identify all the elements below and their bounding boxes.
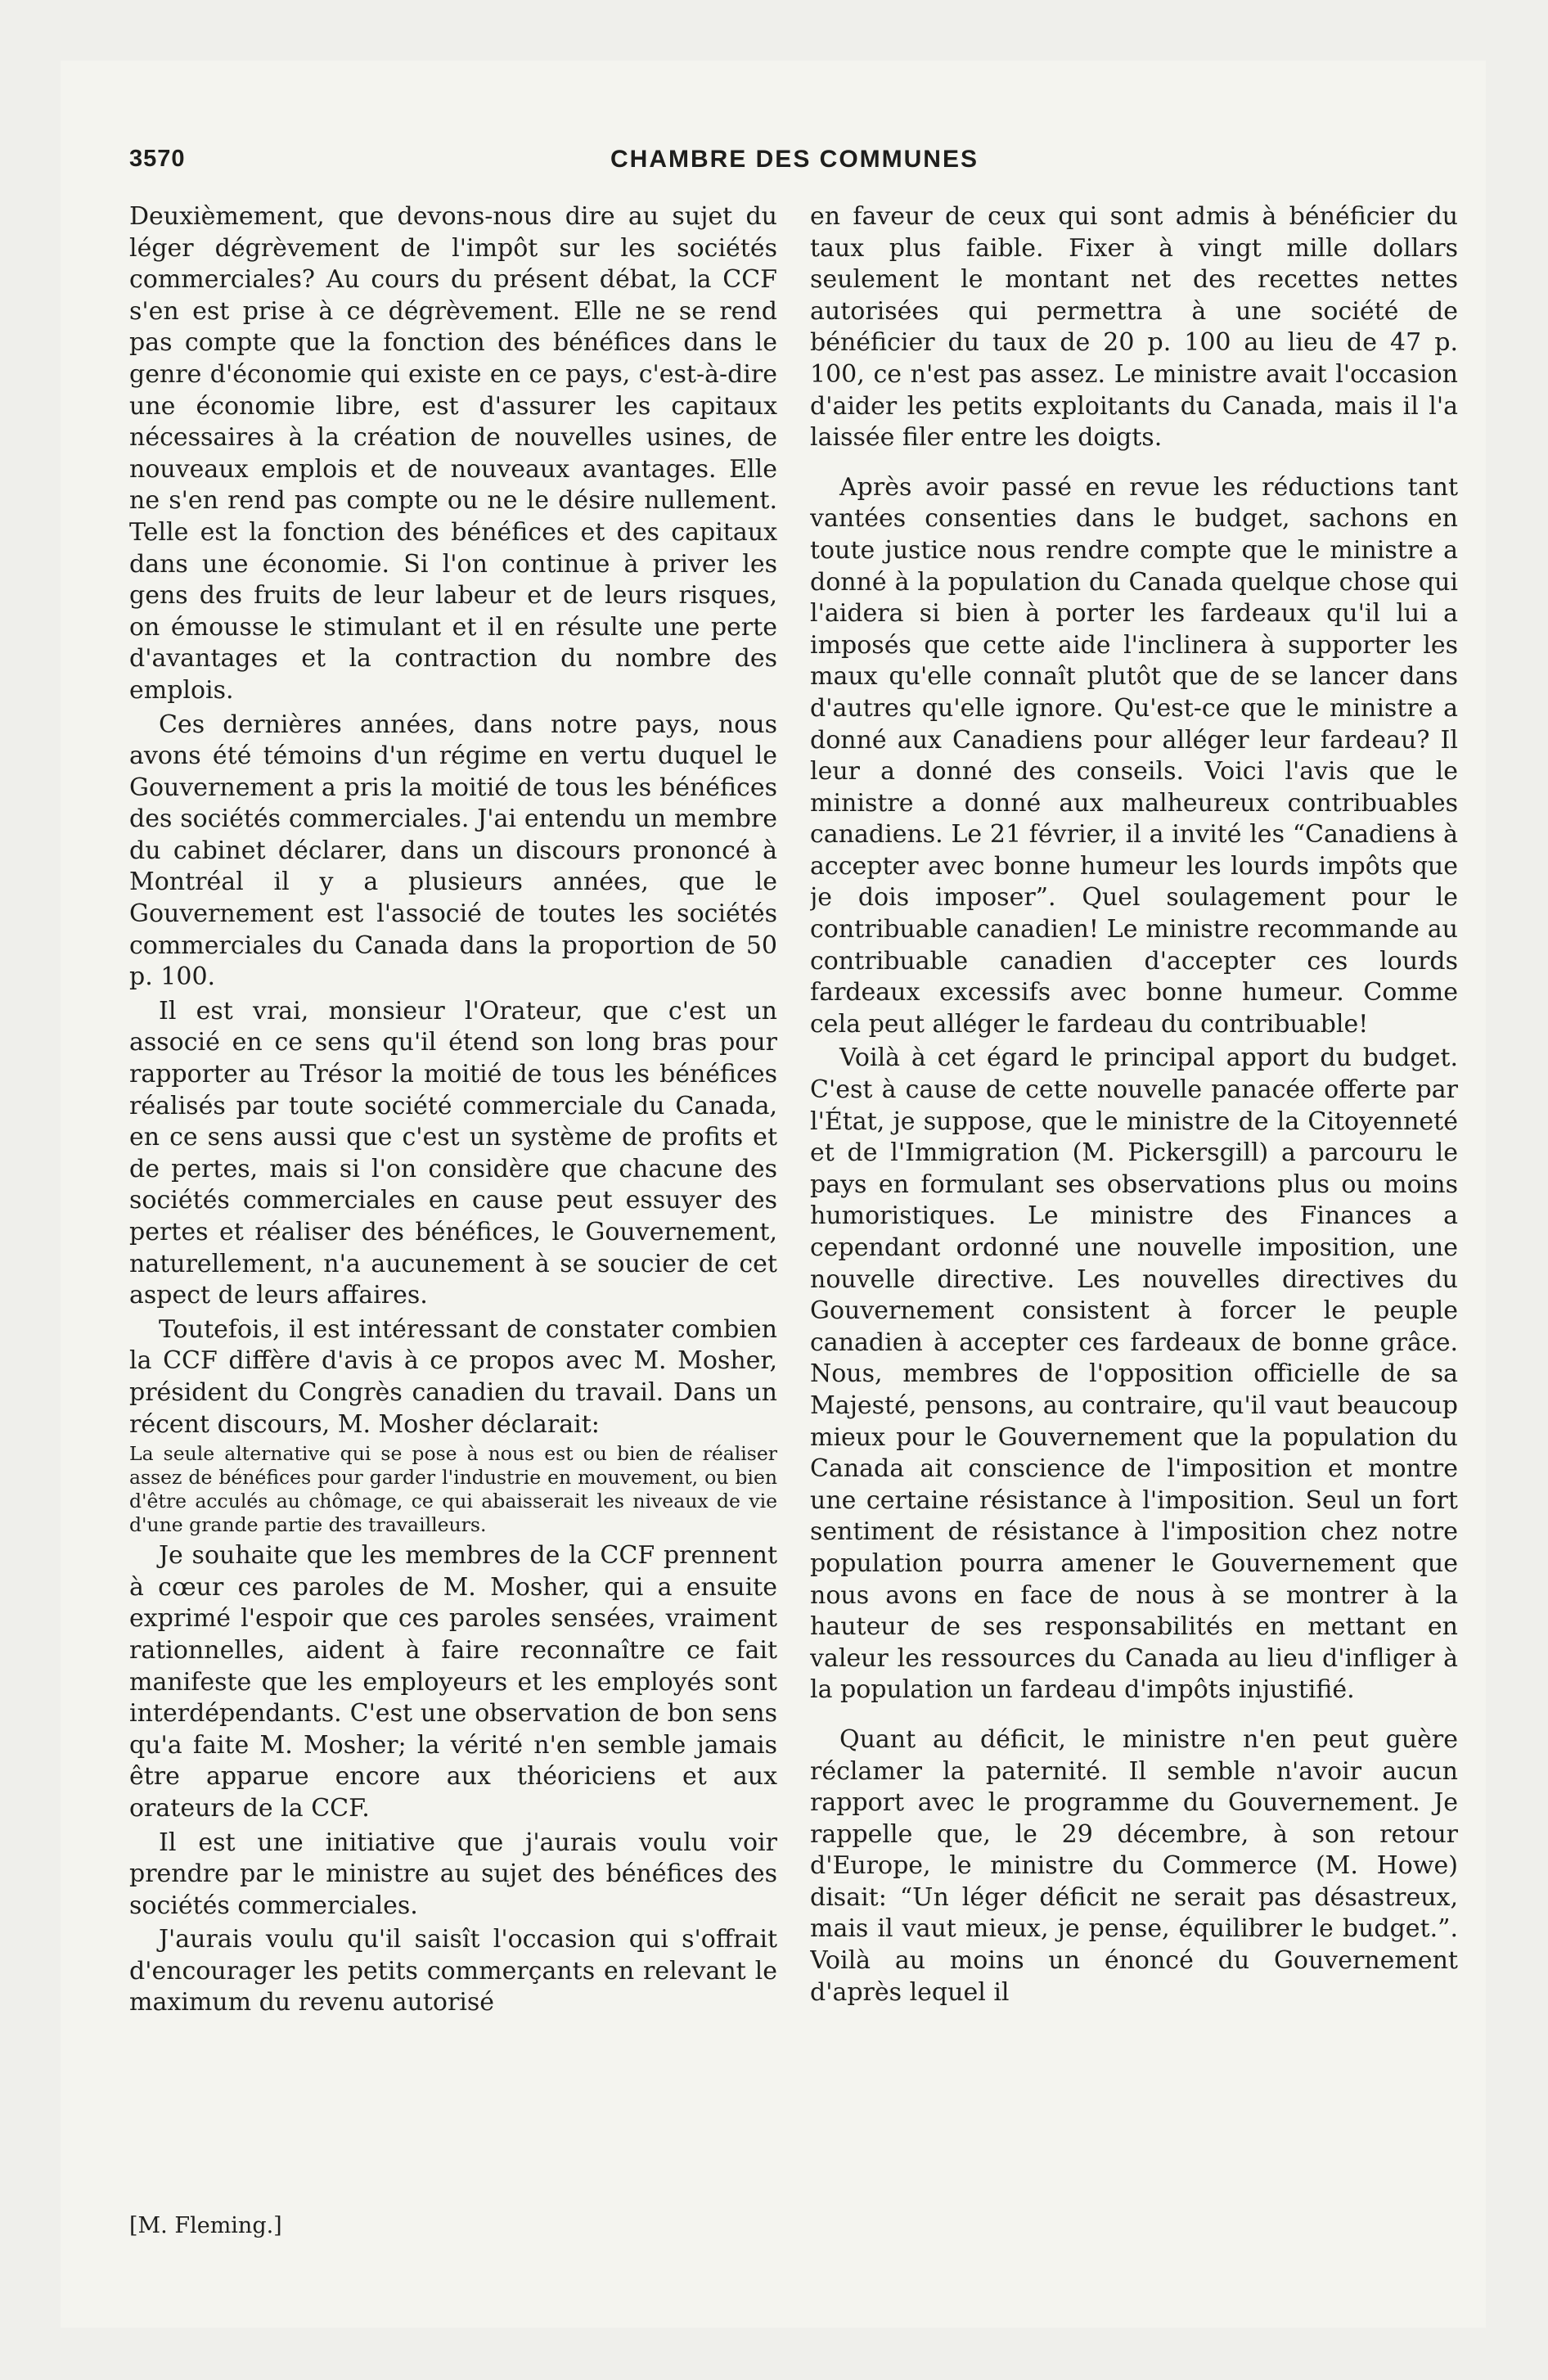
paragraph: Quant au déficit, le ministre n'en peut guère réclamer la paternité. Il semble n'avoir aucun rapport avec le programme du Gouvernement. Je rappelle que, le 29 décembre, à son retour d'Europe, le ministre du Commerce (M. Howe) disait: “Un léger déficit ne serait pas désastreux, mais il vaut mieux, je pense, équilibrer le budget.”. Voilà au moins un énoncé du Gouvernement d'après lequel il [810, 1724, 1458, 2007]
left-column [129, 201, 777, 2198]
speaker-reference: [M. Fleming.] [129, 2213, 282, 2238]
paragraph: Je souhaite que les membres de la CCF prennent à cœur ces paroles de M. Mosher, qui a ensuite exprimé l'espoir que ces paroles sensées, vraiment rationnelles, aident à faire reconnaître ce fait manifeste que les employeurs et les employés sont interdépendants. C'est une observation de bon sens qu'a faite M. Mosher; la vérité n'en semble jamais être apparue encore aux théoriciens et aux orateurs de la CCF. [129, 1541, 777, 1823]
paragraph: J'aurais voulu qu'il saisît l'occasion qui s'offrait d'encourager les petits commerçants en relevant le maximum du revenu autorisé [129, 1925, 777, 2017]
right-column [810, 201, 1458, 2198]
paragraph: en faveur de ceux qui sont admis à bénéficier du taux plus faible. Fixer à vingt mille dollars seulement le montant net des recettes nettes autorisées qui permettra à une société de bénéficier du taux de 20 p. 100 au lieu de 47 p. 100, ce n'est pas assez. Le ministre avait l'occasion d'aider les petits exploitants du Canada, mais il l'a laissée filer entre les doigts. [810, 202, 1458, 453]
block-quote: La seule alternative qui se pose à nous est ou bien de réaliser assez de bénéfices pour garder l'industrie en mouvement, ou bien d'être acculés au chômage, ce qui abaisserait les niveaux de vie d'une grande partie des travailleurs. [129, 1442, 777, 1537]
page-number: 3570 [129, 146, 186, 172]
running-head: CHAMBRE DES COMMUNES [610, 146, 979, 173]
paragraph: Il est une initiative que j'aurais voulu voir prendre par le ministre au sujet des bénéfices des sociétés commerciales. [129, 1828, 777, 1920]
paragraph: Ces dernières années, dans notre pays, nous avons été témoins d'un régime en vertu duquel le Gouvernement a pris la moitié de tous les bénéfices des sociétés commerciales. J'ai entendu un membre du cabinet déclarer, dans un discours prononcé à Montréal il y a plusieurs années, que le Gouvernement est l'associé de toutes les sociétés commerciales du Canada dans la proportion de 50 p. 100. [129, 710, 777, 992]
paragraph: Il est vrai, monsieur l'Orateur, que c'est un associé en ce sens qu'il étend son long bras pour rapporter au Trésor la moitié de tous les bénéfices réalisés par toute société commerciale du Canada, en ce sens aussi que c'est un système de profits et de pertes, mais si l'on considère que chacune des sociétés commerciales en cause peut essuyer des pertes et réaliser des bénéfices, le Gouvernement, naturellement, n'a aucunement à se soucier de cet aspect de leurs affaires. [129, 996, 777, 1310]
paragraph: Après avoir passé en revue les réductions tant vantées consenties dans le budget, sachons en toute justice nous rendre compte que le ministre a donné à la population du Canada quelque chose qui l'aidera si bien à porter les fardeaux qu'il lui a imposés que cette aide l'inclinera à supporter les maux qu'elle connaît plutôt que de se lancer dans d'autres qu'elle ignore. Qu'est-ce que le ministre a donné aux Canadiens pour alléger leur fardeau? Il leur a donné des conseils. Voici l'avis que le ministre a donné aux malheureux contribuables canadiens. Le 21 février, il a invité les “Canadiens à accepter avec bonne humeur les lourds impôts que je dois imposer”. Quel soulagement pour le contribuable canadien! Le ministre recommande au contribuable canadien d'accepter ces lourds fardeaux excessifs avec bonne humeur. Comme cela peut alléger le fardeau du contribuable! [810, 472, 1458, 1039]
page-header [129, 146, 1460, 187]
paragraph: Deuxièmement, que devons-nous dire au sujet du léger dégrèvement de l'impôt sur les sociétés commerciales? Au cours du présent débat, la CCF s'en est prise à ce dégrèvement. Elle ne se rend pas compte que la fonction des bénéfices dans le genre d'économie qui existe en ce pays, c'est-à-dire une économie libre, est d'assurer les capitaux nécessaires à la création de nouvelles usines, de nouveaux emplois et de nouveaux avantages. Elle ne s'en rend pas compte ou ne le désire nullement. Telle est la fonction des bénéfices et des capitaux dans une économie. Si l'on continue à priver les gens des fruits de leur labeur et de leurs risques, on émousse le stimulant et il en résulte une perte d'avantages et la contraction du nombre des emplois. [129, 202, 777, 705]
paragraph: Toutefois, il est intéressant de constater combien la CCF diffère d'avis à ce propos avec M. Mosher, président du Congrès canadien du travail. Dans un récent discours, M. Mosher déclarait: [129, 1314, 777, 1439]
paragraph: Voilà à cet égard le principal apport du budget. C'est à cause de cette nouvelle panacée offerte par l'État, je suppose, que le ministre de la Citoyenneté et de l'Immigration (M. Pickersgill) a parcouru le pays en formulant ses observations plus ou moins humoristiques. Le ministre des Finances a cependant ordonné une nouvelle imposition, une nouvelle directive. Les nouvelles directives du Gouvernement consistent à forcer le peuple canadien à accepter ces fardeaux de bonne grâce. Nous, membres de l'opposition officielle de sa Majesté, pensons, au contraire, qu'il vaut beaucoup mieux pour le Gouvernement que la population du Canada ait conscience de l'imposition et montre une certaine résistance à l'imposition. Seul un fort sentiment de résistance à l'imposition chez notre population pourra amener le Gouvernement que nous avons en face de nous à se montrer à la hauteur de ses responsabilités en mettant en valeur les ressources du Canada au lieu d'infliger à la population un fardeau d'impôts injustifié. [810, 1044, 1458, 1705]
